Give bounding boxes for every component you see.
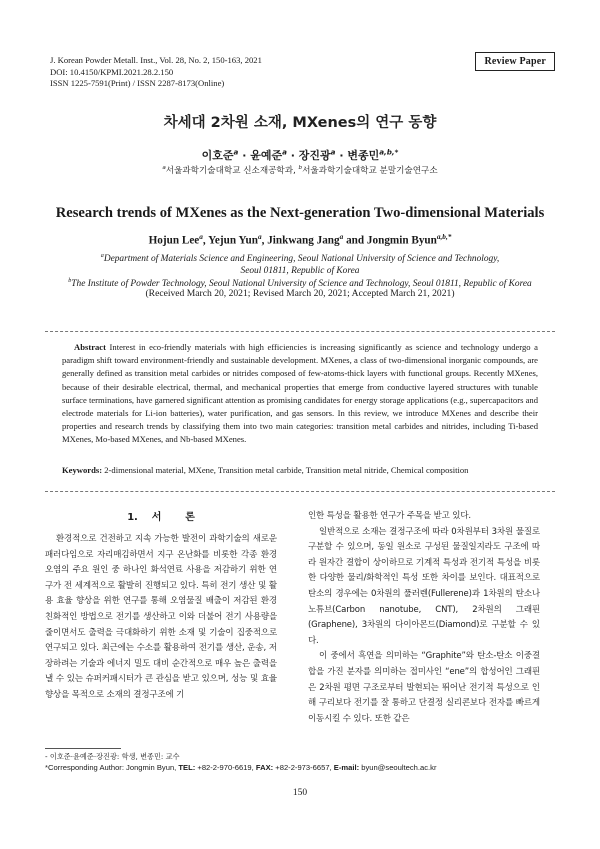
body-left-column bbox=[45, 510, 277, 704]
section-heading-introduction bbox=[45, 510, 277, 526]
english-author-separator: , bbox=[261, 234, 268, 247]
english-author-sup: a bbox=[339, 233, 344, 241]
english-author-name: Jinkwang Jang bbox=[267, 234, 340, 247]
affiliation-label: b bbox=[68, 278, 72, 284]
korean-title: 차세대 2차원 소재, MXenes의 연구 동향 bbox=[163, 115, 437, 131]
abstract-text: Interest in eco-friendly materials with high efficiencies is increasing significantly as science and technology undergo a paradigm shift toward environment-friendly and sustainable development. MXenes, a class of two-dimensional inorganic compounds, are generally defined as transition metal carbides or nitrides composed of few-atoms-thick layers with functional groups. Recently MXenes, because of their desirable electrical, thermal, and mechanical properties that emerge from conductive layered structures with tunable surface terminations, have garnered significant attention as promising candidates for energy storage applications (e.g., supercapacitors and electrode materials for Li-ion batteries), water purification, and gas sensors. In this review, we introduce MXenes and describe their properties and research trends by classifying them into two main categories: transition metal carbides and nitrides, including Ti-based MXenes, Mo-based MXenes, and Nb-based MXenes. bbox=[62, 342, 538, 445]
korean-affiliations bbox=[0, 164, 600, 176]
affiliation-label: a bbox=[162, 165, 166, 172]
english-author-sup: a bbox=[257, 233, 262, 241]
keywords-text: 2-dimensional material, MXene, Transition metal carbide, Transition metal nitride, Chemical composition bbox=[102, 465, 469, 475]
tel-value: +82-2-970-6619, bbox=[195, 763, 256, 772]
korean-affiliation-b: 서울과학기술대학교 분말기술연구소 bbox=[302, 166, 438, 176]
email-label: E-mail: bbox=[333, 763, 360, 772]
body-paragraph: 인한 특성을 활용한 연구가 주목을 받고 있다. bbox=[308, 511, 471, 521]
body-paragraph: 이 중에서 흑연을 의미하는 “Graphite”와 탄소-탄소 이중결합을 가진 분자를 의미하는 접미사인 “ene”의 합성어인 그래핀은 2차원 평면 구조로부터 발현되는 뛰어난 전기적 특성으로 인해 구리보다 전기를 잘 통하고 단결정 실리콘보다 전자를 빠르게 이동시킬 수 있다. 또한 같은 bbox=[308, 651, 540, 724]
korean-affiliation-a: 서울과학기술대학교 신소재공학과, bbox=[165, 166, 299, 176]
korean-authors bbox=[0, 147, 600, 163]
korean-author-name: 이호준 bbox=[201, 149, 234, 162]
english-author-sup: a,b,* bbox=[436, 233, 452, 241]
journal-citation: J. Korean Powder Metall. Inst., Vol. 28, No. 2, 150-163, 2021 bbox=[50, 55, 262, 65]
keywords-label: Keywords: bbox=[62, 465, 103, 475]
received-dates: (Received March 20, 2021; Revised March 20, 2021; Accepted March 21, 2021) bbox=[145, 288, 455, 299]
english-title: Research trends of MXenes as the Next-generation Two-dimensional Materials bbox=[55, 205, 545, 221]
journal-issn: ISSN 1225-7591(Print) / ISSN 2287-8173(Online) bbox=[50, 78, 225, 88]
body-paragraph: 일반적으로 소재는 결정구조에 따라 0차원부터 3차원 물질로 구분할 수 있으며, 동일 원소로 구성된 물질일지라도 구조에 따라 원자간 결합이 상이하므로 기계적 특성과 전기적 특성을 비롯한 다양한 물리/화학적인 특성 또한 차이를 보인다. 대표적으로 탄소의 경우에는 0차원의 풀러렌(Fullerene)과 1차원의 탄소나노튜브(Carbon nanotube, CNT), 2차원의 그래핀(Graphene), 3차원의 다이아몬드(Diamond)로 구분할 수 있다. bbox=[308, 526, 540, 646]
corresponding-author-label: *Corresponding Author: Jongmin Byun, bbox=[45, 763, 179, 772]
section-number: 1. bbox=[127, 512, 138, 523]
korean-author-name: 장진광 bbox=[298, 149, 331, 162]
journal-citation-block bbox=[50, 55, 262, 90]
english-author-name: Yejun Yun bbox=[208, 234, 258, 247]
abstract-top-divider bbox=[45, 331, 555, 332]
email-value: byun@seoultech.ac.kr bbox=[359, 763, 437, 772]
abstract bbox=[62, 341, 538, 447]
english-author-separator: and bbox=[343, 234, 367, 247]
abstract-label: Abstract bbox=[74, 342, 106, 352]
body-right-column bbox=[308, 509, 540, 727]
english-author-separator: , bbox=[202, 234, 209, 247]
english-affiliation-a-line2: Seoul 01811, Republic of Korea bbox=[240, 266, 360, 277]
fax-label: FAX: bbox=[255, 763, 274, 772]
korean-author-sup: a bbox=[282, 147, 287, 157]
affiliation-label: b bbox=[298, 165, 303, 172]
korean-author-name: 윤예준 bbox=[250, 149, 283, 162]
english-author-name: Hojun Lee bbox=[148, 234, 200, 247]
tel-label: TEL: bbox=[178, 763, 196, 772]
korean-author-separator: · bbox=[335, 149, 348, 162]
korean-author-separator: · bbox=[238, 149, 251, 162]
section-title-part1: 서 bbox=[151, 512, 162, 523]
abstract-bottom-divider bbox=[45, 491, 555, 492]
review-paper-badge: Review Paper bbox=[475, 52, 555, 71]
body-paragraph: 환경적으로 건전하고 지속 가능한 발전이 과학기술의 새로운 패러다임으로 자리매김하면서 지구 온난화를 비롯한 각종 환경오염의 주요 원인 중 하나인 화석연료 사용을 저감하기 위한 연구가 전 세계적으로 활발히 진행되고 있다. 특히 전기 생산 및 활용 효율 향상을 위한 연구를 통해 오염물질 배출이 저감된 환경 친화적인 방법으로 전기를 생산하고 이와 더불어 전기 사용량을 줄이면서도 출력을 극대화하기 위한 소재 및 기술이 집중적으로 연구되고 있다. 최근에는 수소를 활용하여 전기를 생산, 운송, 저장하려는 기술과 에너지 밀도 대비 순간적으로 매우 높은 출력을 낼 수 있는 슈퍼커패시터가 큰 관심을 받고 있으며, 성능 및 효율 향상을 목적으로 소재의 결정구조에 기 bbox=[45, 534, 277, 700]
korean-author-separator: · bbox=[286, 149, 299, 162]
page-number: 150 bbox=[292, 788, 308, 798]
footnote-author-roles: - 이호준·윤예준·장진광: 학생, 변종민: 교수 bbox=[45, 752, 180, 761]
keywords bbox=[62, 464, 538, 476]
journal-doi: DOI: 10.4150/KPMI.2021.28.2.150 bbox=[50, 66, 174, 77]
english-affiliation-a bbox=[60, 250, 540, 277]
footnote-corresponding-author bbox=[45, 763, 436, 772]
fax-value: +82-2-973-6657, bbox=[273, 763, 334, 772]
footnote-rule bbox=[45, 748, 121, 749]
korean-author-sup: a bbox=[233, 147, 239, 157]
affiliation-label: a bbox=[100, 253, 104, 259]
section-title-part2: 론 bbox=[185, 512, 195, 523]
korean-author-sup: a bbox=[330, 147, 336, 157]
english-authors bbox=[0, 233, 600, 247]
english-author-sup: a bbox=[199, 233, 203, 241]
korean-author-sup: a,b,* bbox=[379, 147, 399, 157]
korean-author-name: 변종민 bbox=[347, 149, 380, 162]
english-affiliation-a-line1: Department of Materials Science and Engineering, Seoul National University of Science and Technology, bbox=[103, 254, 500, 265]
english-author-name: Jongmin Byun bbox=[366, 234, 437, 247]
english-affiliation-b-text: The Institute of Powder Technology, Seoul National University of Science and Technology, Seoul 01811, Republic of Korea bbox=[71, 279, 532, 290]
